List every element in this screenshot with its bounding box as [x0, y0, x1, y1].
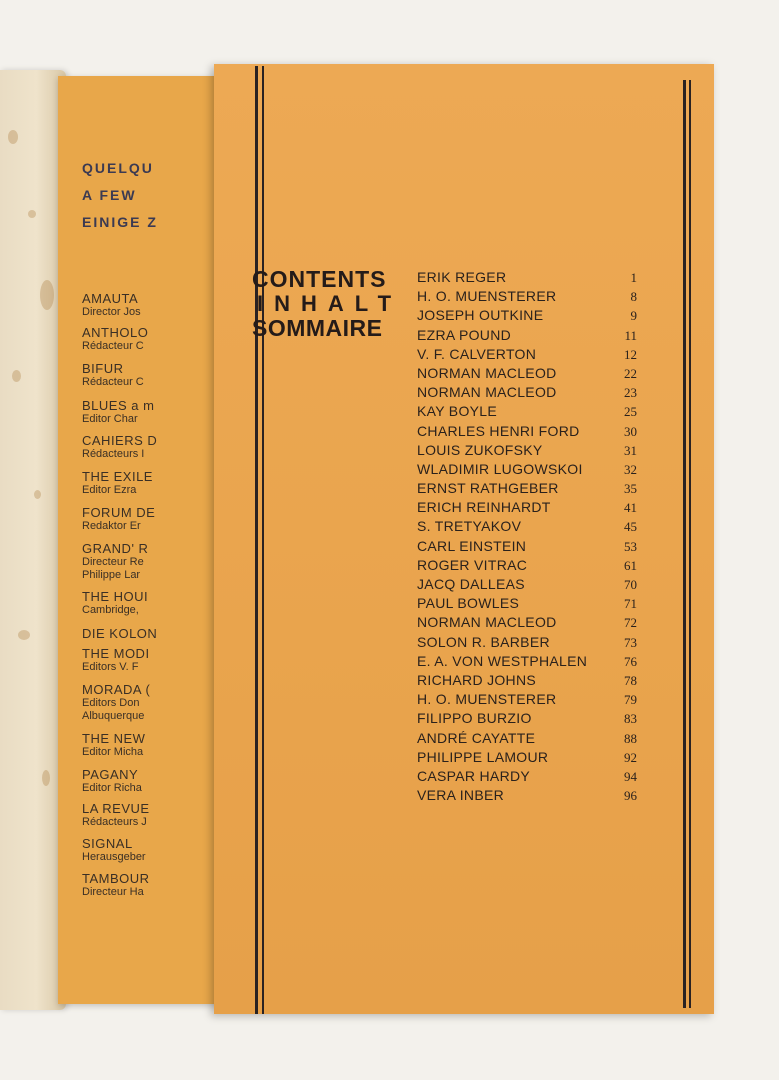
magazine-title: BLUES a m	[82, 398, 155, 413]
page-number: 70	[624, 577, 637, 592]
magazine-editor: Editor Ezra	[82, 484, 137, 496]
magazine-editor: Director Jos	[82, 306, 141, 318]
author-name: V. F. CALVERTON	[417, 345, 537, 362]
magazine-title: FORUM DE	[82, 505, 156, 520]
foxing-spot	[42, 770, 50, 786]
contents-row	[417, 498, 637, 517]
page-number: 76	[624, 653, 637, 669]
page-number: 1	[630, 270, 637, 285]
page-number: 31	[624, 442, 637, 458]
magazine-title: MORADA (	[82, 682, 151, 697]
contents-row	[417, 613, 637, 632]
page-number: 12	[624, 346, 637, 362]
magazine-editor: Cambridge,	[82, 604, 139, 616]
author-name: ANDRÉ CAYATTE	[417, 729, 536, 746]
page-number: 8	[630, 289, 637, 305]
magazine-entry	[82, 801, 217, 829]
right-rule-outer	[683, 80, 686, 1008]
contents-row	[417, 652, 637, 671]
magazine-title: ANTHOLO	[82, 325, 149, 340]
right-rule-inner	[689, 80, 691, 1008]
magazine-editor: Editor Micha	[82, 746, 144, 758]
magazine-entry	[82, 541, 217, 582]
magazine-entry	[82, 398, 217, 426]
page-number: 53	[624, 538, 637, 554]
author-name: WLADIMIR LUGOWSKOI	[417, 460, 583, 477]
contents-row	[417, 517, 637, 536]
contents-row	[417, 690, 637, 709]
magazine-title: BIFUR	[82, 361, 124, 376]
magazine-entry	[82, 767, 217, 795]
page-number: 30	[624, 423, 637, 439]
magazine-editor: Editors Don	[82, 697, 140, 709]
author-name: CHARLES HENRI FORD	[417, 422, 580, 439]
page-number: 45	[624, 519, 637, 535]
contents-row	[417, 422, 637, 441]
left-rule-outer	[255, 66, 258, 1014]
contents-row	[417, 402, 637, 421]
author-name: H. O. MUENSTERER	[417, 691, 557, 708]
contents-row	[417, 575, 637, 594]
magazine-entry	[82, 325, 217, 353]
magazine-title: LA REVUE	[82, 801, 150, 816]
author-name: EZRA POUND	[417, 326, 512, 343]
magazine-title: THE NEW	[82, 731, 146, 746]
contents-row	[417, 306, 637, 325]
magazine-entry	[82, 361, 217, 389]
author-name: ROGER VITRAC	[417, 556, 528, 573]
magazine-title: PAGANY	[82, 767, 139, 782]
magazine-entry	[82, 589, 217, 617]
contents-row	[417, 556, 637, 575]
page-number: 32	[624, 461, 637, 477]
page-number: 9	[630, 308, 637, 324]
magazine-entry	[82, 836, 217, 864]
magazine-editor: Redaktor Er	[82, 520, 141, 532]
heading-sommaire: SOMMAIRE	[252, 315, 383, 341]
author-name: CASPAR HARDY	[417, 767, 531, 784]
page-number: 41	[624, 500, 637, 516]
magazine-editor: Editor Richa	[82, 782, 142, 794]
page-number: 11	[624, 327, 637, 343]
author-name: PAUL BOWLES	[417, 595, 520, 612]
author-name: CARL EINSTEIN	[417, 537, 527, 554]
magazine-entry	[82, 505, 217, 533]
author-name: H. O. MUENSTERER	[417, 288, 557, 305]
contents-row	[417, 268, 637, 287]
page-number: 92	[624, 749, 637, 765]
author-name: LOUIS ZUKOFSKY	[417, 441, 543, 458]
foxing-spot	[28, 210, 36, 218]
contents-row	[417, 460, 637, 479]
magazine-editor: Herausgeber	[82, 851, 146, 863]
contents-row	[417, 786, 637, 805]
contents-row	[417, 326, 637, 345]
contents-row	[417, 709, 637, 728]
foxing-spot	[34, 490, 41, 499]
author-name: ERICH REINHARDT	[417, 499, 551, 516]
contents-row	[417, 441, 637, 460]
foxing-spot	[12, 370, 21, 382]
contents-row	[417, 729, 637, 748]
magazine-editor: Editor Char	[82, 413, 138, 425]
contents-row	[417, 633, 637, 652]
author-name: E. A. VON WESTPHALEN	[417, 652, 588, 669]
magazine-editor: Editors V. F	[82, 661, 139, 673]
page-number: 83	[624, 711, 637, 727]
heading-contents: CONTENTS	[252, 266, 387, 292]
back-header-line-3: EINIGE Z	[82, 214, 158, 230]
page-number: 71	[624, 596, 637, 612]
foxing-spot	[18, 630, 30, 640]
magazine-editor: Directeur Re	[82, 556, 144, 568]
page-number: 94	[624, 768, 637, 784]
page-number: 78	[624, 672, 637, 688]
heading-inhalt: INHALT	[257, 291, 403, 316]
author-name: NORMAN MACLEOD	[417, 364, 557, 381]
author-name: NORMAN MACLEOD	[417, 614, 557, 631]
author-name: PHILIPPE LAMOUR	[417, 748, 549, 765]
magazine-entry	[82, 871, 217, 899]
magazine-title: THE HOUI	[82, 589, 149, 604]
page-number: 79	[624, 692, 637, 708]
page-number: 72	[624, 615, 637, 631]
contents-row	[417, 748, 637, 767]
page-number: 25	[624, 404, 637, 420]
contents-row	[417, 345, 637, 364]
author-name: KAY BOYLE	[417, 403, 498, 420]
contents-row	[417, 479, 637, 498]
left-rule-inner	[262, 66, 264, 1014]
page-number: 35	[624, 481, 637, 497]
author-name: JOSEPH OUTKINE	[417, 307, 544, 324]
magazine-title: GRAND' R	[82, 541, 149, 556]
magazine-editor: Rédacteur C	[82, 376, 144, 388]
magazine-title: THE MODI	[82, 646, 150, 661]
page-number: 73	[624, 634, 637, 650]
page-number: 61	[624, 557, 637, 573]
author-name: ERNST RATHGEBER	[417, 480, 559, 497]
page-number: 88	[624, 730, 637, 746]
page-number: 23	[624, 385, 637, 401]
page-number: 22	[624, 365, 637, 381]
author-name: NORMAN MACLEOD	[417, 384, 557, 401]
author-name: SOLON R. BARBER	[417, 633, 550, 650]
contents-row	[417, 383, 637, 402]
contents-row	[417, 364, 637, 383]
magazine-entry	[82, 682, 217, 723]
magazine-title: DIE KOLON	[82, 626, 158, 641]
magazine-entry	[82, 626, 217, 641]
contents-row	[417, 671, 637, 690]
magazine-editor: Rédacteurs J	[82, 816, 147, 828]
contents-row	[417, 537, 637, 556]
magazine-title: THE EXILE	[82, 469, 153, 484]
contents-row	[417, 767, 637, 786]
contents-table	[417, 268, 637, 805]
magazine-title: AMAUTA	[82, 291, 139, 306]
magazine-entry	[82, 731, 217, 759]
magazine-editor: Albuquerque	[82, 710, 145, 722]
author-name: ERIK REGER	[417, 269, 507, 285]
magazine-entry	[82, 433, 217, 461]
magazine-title: SIGNAL	[82, 836, 133, 851]
magazine-entry	[82, 646, 217, 674]
page-number: 96	[624, 788, 637, 804]
magazine-entry	[82, 291, 217, 319]
author-name: RICHARD JOHNS	[417, 671, 537, 688]
contents-row	[417, 287, 637, 306]
contents-row	[417, 594, 637, 613]
author-name: JACQ DALLEAS	[417, 576, 525, 592]
magazine-editor: Philippe Lar	[82, 569, 141, 581]
left-foxed-page	[0, 70, 66, 1010]
foxing-spot	[40, 280, 54, 310]
author-name: S. TRETYAKOV	[417, 518, 522, 535]
back-header-line-1: QUELQU	[82, 160, 154, 176]
magazine-title: TAMBOUR	[82, 871, 150, 886]
author-name: FILIPPO BURZIO	[417, 710, 532, 727]
magazine-editor: Directeur Ha	[82, 886, 144, 898]
back-header-line-2: A FEW	[82, 187, 137, 203]
magazine-editor: Rédacteurs I	[82, 448, 145, 460]
magazine-entry	[82, 469, 217, 497]
foxing-spot	[8, 130, 18, 144]
author-name: VERA INBER	[417, 787, 505, 804]
magazine-title: CAHIERS D	[82, 433, 158, 448]
magazine-editor: Rédacteur C	[82, 340, 144, 352]
